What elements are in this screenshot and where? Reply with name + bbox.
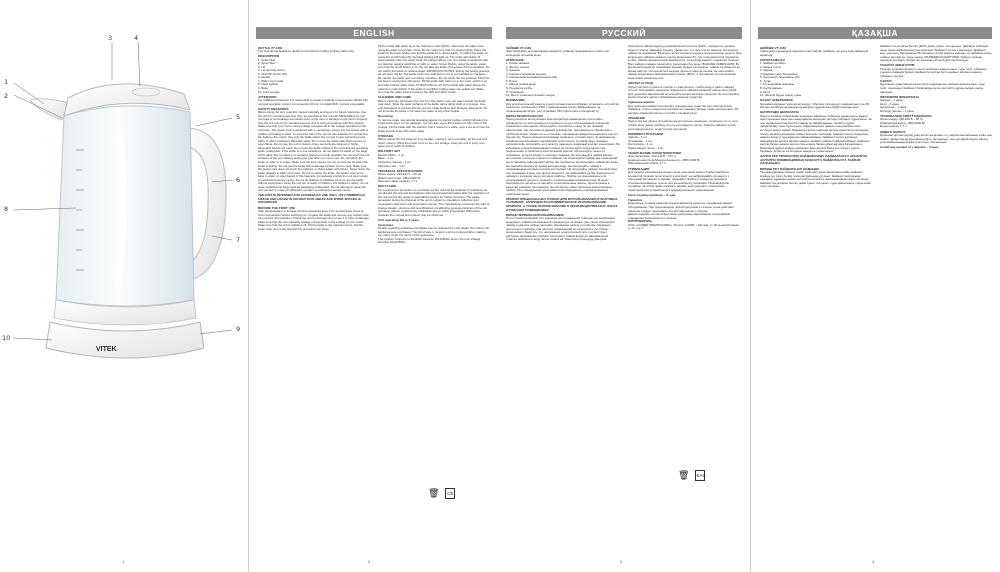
russian-delivery-item: Гарантийный талон – 1 шт. — [628, 145, 665, 150]
english-recycling-heading: RECYCLING — [378, 184, 397, 189]
kazakh-delivery-item: Негіз – 1 дана — [880, 101, 899, 106]
callout-8: 8 — [4, 205, 9, 213]
kazakh-desc-item: 3. Қақпақ — [760, 68, 773, 73]
russian-before-heading: ПЕРЕД ПЕРВЫМ ИСПОЛЬЗОВАНИЕМ — [506, 212, 564, 217]
english-spec-item: Maximum water capacity: 1.7 L — [378, 179, 418, 184]
english-delivery-item: Instruction manual – 1 pc. — [378, 159, 412, 164]
kazakh-desc-item: 5. Қосу/өшіру батырмасы (0/I) — [760, 75, 800, 80]
kazakh-storage-heading: САҚТАУ — [880, 78, 893, 83]
english-desc-item: 4. Lid opening button — [258, 68, 286, 73]
callout-3: 3 — [108, 34, 113, 42]
english-delivery-item: Base – 1 pc. — [378, 156, 395, 161]
kazakh-recycling-heading: КӘДЕГЕ ЖАРАТУ — [880, 129, 906, 134]
russian-spec-item: Электропитание: 220-240 В ~ 50 Гц — [628, 154, 676, 159]
english-desc-item: 1. Kettle flask — [258, 57, 276, 62]
page-english-russian — [248, 0, 750, 572]
english-delivery-heading: DELIVERY SET — [378, 149, 401, 154]
kazakh-title: ШӘЙНЕК VT-1181 — [760, 45, 787, 50]
brand-logo: VITEK — [96, 346, 117, 353]
kazakh-recycling-text: Қоршаған ортаны қорғау үшін аспаптың қызмет ету мерзімі аяқталғаннан кейін оны кәдімгі тұрмыстық қалдықтармен бірге тастамаңыз, оны әрі қарай кәдеге жарату үшін мамандандырылған пункттерге тапсырыңыз. — [880, 133, 992, 145]
russian-guarantee-heading: Гарантия — [628, 197, 643, 202]
callout-6: 6 — [236, 176, 241, 184]
russian-recycling-heading: УТИЛИЗАЦИЯ — [628, 166, 650, 171]
page-number-1: 1 — [122, 559, 125, 564]
russian-desc-item: 9. Основание — [506, 89, 525, 94]
english-spec-heading: TECHNICAL SPECIFICATIONS — [378, 168, 423, 173]
english-desc-item: 3. Lid — [258, 64, 266, 69]
russian-delivery-item: Инструкция – 1 шт. — [628, 142, 654, 147]
english-attention-text: For additional protection it is reasonable to install a residual current device (RCD) with nominal operation current not exceeding 30 mA; to install RCD, contact a specialist. — [258, 98, 368, 106]
kazakh-desc-item: 7. Су деңгейінің шкаласы — [760, 82, 795, 87]
russian-spec-heading: ТЕХНИЧЕСКИЕ ХАРАКТЕРИСТИКИ — [628, 150, 681, 155]
ce-mark-icon: CE — [445, 488, 455, 499]
russian-spec-item: Номинальная потребляемая мощность: 1850-2200 Вт — [628, 157, 701, 162]
russian-desc-item: 6. Ручка — [506, 78, 518, 83]
english-delivery-item: Electric kettle – 1 pc. — [378, 152, 405, 157]
recycle-bin-icon: 🗑 — [678, 470, 690, 480]
russian-cleaning-text: Перед чисткой отключите прибор от электросети, слейте воду и дайте чайнику остыть. Протирайте наружную поверхность чайника влажной тканью или губкой. Для удаления загрязнений используйте мягкие моющие средства. Не используйте металлические щётки и абразивные моющие средства. — [628, 84, 740, 100]
english-descaling-heading: Descaling — [378, 114, 393, 119]
russian-spec-item: Максимальный объём: 1,7 л — [628, 161, 666, 166]
russian-intro: Электроприбор для нагревания жидкости (чайник) предназначен только для кипячения питьевой воды. — [506, 49, 609, 57]
english-certification-icons — [428, 488, 455, 499]
english-operating-life: Unit operating life is 3 years — [378, 217, 420, 222]
kazakh-delivery-item: Кепілдік талоны – 1 дана — [880, 108, 914, 113]
russian-attention-text: Для дополнительной защиты в цепи питания целесообразно установить устройство защитного отключения (УЗО) с номинальным током срабатывания, не превышающим 30 мА; для установки УЗО обратитесь к специалисту. — [506, 101, 620, 113]
english-attention-heading: ATTENTION! — [258, 94, 277, 99]
english-guarantee-text: Details regarding guarantee conditions can be obtained from the dealer from whom the appliance was purchased. The bill of sale or receipt must be produced when making any claim under the terms of this guarantee. — [378, 226, 490, 238]
english-intro: The heat tinting appliance (kettle) is intended for boiling drinking water only. — [258, 49, 355, 54]
english-storage-heading: STORAGE — [378, 133, 394, 138]
kazakh-operating-life: Аспаптың қызмет ету мерзімі – 3 жыл — [880, 145, 939, 150]
english-desc-item: 7. Water level scale — [258, 78, 284, 83]
russian-desc-item: 5. Кнопка включения/выключения (0/I) — [506, 75, 558, 80]
english-guarantee-heading: Guarantee — [378, 222, 394, 227]
russian-storage-text: Перед тем как убрать устройство на длительное хранение, отключите его от сети, слейте воду, дайте прибору остыть и проведите чистку. Храните чайник в сухом прохладном месте, недоступном для детей. — [628, 119, 739, 131]
english-description-heading: DESCRIPTION — [258, 54, 280, 59]
kazakh-spec-item: Қоректендіру: 220-240 В ~ 50 Гц — [880, 117, 924, 122]
callout-5: 5 — [236, 113, 241, 121]
english-column-2 — [378, 45, 490, 545]
kazakh-household-warning: АСПАП ТЕК ТҰРМЫСТЫҚ ЖАҒДАЙЛАРДА ПАЙДАЛАНУҒА АРНАЛҒАН. АСПАПТЫ КОММЕРЦИЯЛЫҚ МАҚСАТТА ПАЙДАЛАНУҒА ТЫЙЫМ САЛЫНАДЫ. — [760, 154, 869, 166]
russian-desc-item: 1. Колба чайника — [506, 61, 530, 66]
kazakh-desc-item: 4. Қақпақты ашу батырмасы — [760, 71, 798, 76]
russian-delivery-item: Чайник – 1 шт. — [628, 135, 648, 140]
kazakh-storage-text: Құрылғыны ұзақ сақтауға алып қояр алдында оны желіден ажыратыңыз, суды төгіп, тазалаңыз. Шәйнекті балалардың қолы жетпейтін құрғақ салқын жерде сақтаңыз. — [880, 82, 985, 94]
english-recycling-text: For environment protection do not throw out the unit and the batteries (if included), do not discard the unit and the batteries with usual household waste after the expiration of the unit service life, apply to specialized centers for further recycling. The waste generated during the disposal of the unit is subject to mandatory collection and consequent disposal in the prescribed manner. The manufacturer preserves the right to change design, structure and specifications not affecting general principles of the unit operation without a preliminary notification due to which insignificant differences between the manual and product may be observed. — [378, 187, 490, 217]
page-number-3: 3 — [620, 559, 623, 564]
kazakh-desc-item: 1. Шәйнек колбасы — [760, 61, 786, 66]
russian-safety-text: Перед началом эксплуатации электроприбора внимательно прочитайте руководство по эксплуатации и сохраните его для использования в качестве справочного материала. Используйте устройство только по его прямому назначению, как изложено в данном руководстве. Неправильное обращение с прибором может привести к его поломке, причинению вреда пользователю или его имуществу. Перед первым включением проверьте, соответствует ли напряжение, указанное на основании, напряжению электросети. Сетевой шнур оснащён «евровилкой»; включайте её в розетку, имеющую надёжный контакт заземления. Во избежание риска возникновения пожара не используйте переходники при подключении устройства к электрической розетке. Используйте только то основание, которое входит в комплект чайника. Не используйте чайник вблизи источников тепла или открытого пламени. Не используйте прибор вне помещений. Не оставляйте работающий прибор без присмотра. Не включайте чайник без воды. Не снимайте крышку во время кипения воды. Не используйте чайник с повреждённым сетевым шнуром или вилкой. Не погружайте чайник, сетевой шнур или основание в воду или другие жидкости. Не разрешайте детям прикасаться к чайнику и сетевому шнуру во время работы. Прибор не предназначен для использования детьми и людьми с ограниченными возможностями. В целях безопасности детей не оставляйте полиэтиленовые пакеты, используемые в качестве упаковки, без надзора. Не пытайтесь самостоятельно ремонтировать прибор. При обнаружении неисправностей обращайтесь в авторизованный сервисный центр. — [506, 117, 620, 196]
kazakh-column-1 — [760, 45, 872, 545]
kazakh-intro: Сұйықтықты қыздыруға арналған электраспап (шәйнек) тек ауыз суды қайнатуға арналған. — [760, 49, 869, 57]
kettle-illustration — [0, 0, 248, 572]
kazakh-operation-text: Шәйнекті ең жоғарғы белгіге (MAX) дейін сумен толтырыңыз. Қақпақты жабыңыз, оның тығыз жабылғанына көз жеткізіңіз. Шәйнекті негізге орнатыңыз. Шәйнекті қосу үшін қосу батырмасын (5) басыңыз, колба жарығы жанады. Су қайнаған кезде шәйнек автоматты түрде сөнеді. МАҢЫЗДЫ ЕСКЕРТУЛЕР: Қайнату кезінде қақпақты ашпаңыз. Шүмектен шығатын ыстық будан сақ болыңыз. — [880, 45, 992, 63]
english-household-warning: THE UNIT IS INTENDED FOR HOUSEHOLD USE ONLY. ITS COMMERCIAL USAGE AND USAGE IN PRODUCTION AREAS AND WORK SPACES IS PROHIBITED. — [258, 193, 366, 205]
russian-description-heading: ОПИСАНИЕ — [506, 57, 524, 62]
russian-storage-heading: ХРАНЕНИЕ — [628, 115, 645, 120]
russian-operation-text: Наполните чайник водой до максимальной отметки (MAX), определите уровень воды по шкале. Закройте крышку, убедитесь, что она плотно закрыта. Установите чайник на основание. Включите вилку сетевого шнура в электрическую розетку. Для включения чайника нажмите кнопку включения (5), при этом включится подсветка колбы. Чайник автоматически выключится, когда вода закипит, подсветка погаснет. Ваш чайник оснащён защитой от включения без воды. ВАЖНЫЕ ЗАМЕЧАНИЯ: Во время кипячения не открывайте крышку. Будьте осторожны, чайник нагревается во время работы. Остерегайтесь выхода горячего пара из носика. Не наполняйте чайник водой выше максимальной отметки (MAX), в противном случае кипящая вода может выплеснуться. — [628, 45, 742, 80]
english-spec-item: Rated input power: 1850-2200 W — [378, 175, 421, 180]
english-safety-text: Before using the unit, read this manual carefully and keep it for future reference. Use the unit for intended purposes only, as specified in this manual. Mishandling the unit can lead to its breakage and cause harm to the user or damage to the user's property. Use the unit only for its intended purpose and in strict accordance with this manual. Make sure that your home mains voltage corresponds to the voltage specified on the unit base. The power cord is equipped with a «europlug»; plug it into the socket with a reliable grounding contact. To avoid the risk of fire, do not use adapters for connecting the kettle to the mains. Use only the kettle stand. Do not use it near swimming pools, baths or other containers filled with water. Do not use the kettle near heat sources or open flame. Do not use the unit in places where aerosols are sprayed or highly flammable liquids are used. Do not use the kettle outdoors. Do not leave the operating kettle unattended. If the kettle is in use elsewhere, do not place the kettle on the edge of the table. Do not place it on surfaces that are not heat resistant. Do not touch the hot surfaces of the unit. Always unplug the unit when it is not in use. Do not switch the kettle on when it is empty. Make sure the lid is closed. Do not remove the lid when the water is boiling. Do not use the kettle with a damaged power cord or plug. Make sure the power cord does not touch hot surfaces or sharp edges of furniture. Never leave the kettle plugged in when not in use. Do not immerse the kettle, the power cord or the base in water or other liquids. If this happens, immediately unplug the unit and contact an authorized service center. Do not let children or disabled persons use the kettle without supervision. Keep the unit out of reach of children. For children's safety, do not leave polyethylene bags used as packaging unattended. Do not attempt to repair the unit yourself. In case of malfunction contact an authorized service center. — [258, 110, 370, 193]
kazakh-desc-item: 9. Негіз — [760, 89, 770, 94]
kazakh-delivery-item: Шәйнек – 1 дана — [880, 98, 903, 103]
russian-household-warning: ПРИБОР ПРЕДНАЗНАЧЕН ТОЛЬКО ДЛЯ ИСПОЛЬЗОВАНИЯ В БЫТОВЫХ УСЛОВИЯХ. ЗАПРЕЩАЕТСЯ КОММЕРЧЕСКОЕ ИСПОЛЬЗОВАНИЕ ПРИБОРА, А ТАКЖЕ ИСПОЛЬЗОВАНИЕ В ПРОИЗВОДСТВЕННЫХ ЗОНАХ И РАБОЧИХ ПОМЕЩЕНИЯХ. — [506, 196, 618, 212]
english-descaling-text: To remove scale, use special descaling agents for electric kettles, strictly following the instructions given on the package. You can also use a 3% solution of citric acid or 9% vinegar. Fill the kettle with the solution, boil it, leave for a while, pour it out and rinse the kettle several times with clean water. — [378, 117, 490, 133]
russian-desc-item: 4. Кнопка открывания крышки — [506, 71, 547, 76]
english-desc-item: 5. ON/OFF button (0/I) — [258, 71, 287, 76]
russian-delivery-heading: КОМПЛЕКТ ПОСТАВКИ — [628, 131, 664, 136]
english-banner: ENGLISH — [256, 27, 492, 39]
russian-before-text: После транспортировки или хранения при пониженной температуре необходимо выдержать чайник при комнатной температуре не менее трёх часов. Распакуйте чайник и удалите любые наклейки, мешающие работе устройства. Проверьте целостность прибора, при наличии повреждений не пользуйтесь им. Перед включением убедитесь, что напряжение электрической сети соответствует рабочему напряжению прибора. Наполните чайник водой до максимальной отметки, вскипятите воду, затем слейте её. Повторите процедуру два раза. — [506, 216, 616, 242]
kazakh-description-heading: СИПАТТАМАСЫ — [760, 57, 785, 62]
russian-operating-life: Срок службы прибора – 3 года — [628, 192, 676, 197]
russian-descaling-heading: Удаление накипи — [628, 100, 655, 105]
kazakh-attention-heading: НАЗАР АУДАРЫҢЫЗ! — [760, 98, 794, 103]
english-spec-item: Power supply: 220-240 V ~ 50 Hz — [378, 172, 422, 177]
kazakh-spec-item: Ең көп көлемі: 1,7 л — [880, 124, 907, 129]
russian-banner: РУССКИЙ — [506, 27, 742, 39]
russian-ce-text: Данное изделие соответствует всем требуемым европейским и российским стандартам безопасности и гигиены. — [628, 212, 730, 220]
kettle-base — [46, 322, 204, 358]
callout-7: 7 — [236, 236, 241, 244]
english-safety-heading: SAFETY MEASURES — [258, 106, 289, 111]
english-before-text: After transportation or storage at low temperature keep it for at least three hours at room temperature before switching on. Unpack the kettle and remove any stickers that can prevent unit operation. Check the unit for damage; do not use it in case of damage. Make sure that the unit operating voltage corresponds to the voltage of your mains. Make sure that the unit is switched off. Fill the kettle to the maximum level, boil the water, then pour it out. Repeat this procedure two times. — [258, 209, 370, 231]
kazakh-before-text: Тасымалдағаннан немесе төмен температурада сақтағаннан кейін шәйнекті кемінде үш сағат бөлме температурасында ұстаңыз. Шәйнекті қаптамадан шығарып, жұмысқа кедергі келтіретін кез келген жапсырмаларды алып тастаңыз. Шәйнекті ең жоғарғы белгіге дейін сумен толтырып, суды қайнатыңыз, содан кейін төгіп тастаңыз. — [760, 170, 871, 189]
page-kazakh — [750, 0, 1000, 572]
page-number-2: 2 — [368, 559, 371, 564]
kazakh-attention-text: Қосымша қорғаныс үшін қоректендіру тізбегінде іске қосылу номиналдық тогы 30 мА-ден аспайтын қорғаныштық ажырату құрылғысын (ҚАҚ) орнатқан жөн. — [760, 101, 870, 110]
russian-desc-item: 2. Фильтр носика — [506, 64, 529, 69]
kazakh-spec-heading: ТЕХНИКАЛЫҚ СИПАТТАМАЛАРЫ — [880, 113, 932, 118]
kazakh-desc-item: 2. Шүмек сүзгісі — [760, 64, 781, 69]
callout-10: 10 — [2, 334, 11, 342]
page-number-4: 4 — [872, 559, 875, 564]
russian-safety-heading: МЕРЫ БЕЗОПАСНОСТИ — [506, 113, 543, 118]
page-illustration — [0, 0, 248, 572]
english-column-1 — [258, 45, 370, 545]
kazakh-safety-text: Электр аспабын пайдаланар алдында пайдалану бойынша нұсқаулықты мұқият оқып шығыңыз және оны анықтамалық материал ретінде сақтаңыз. Құрылғыны тек осы нұсқаулықта көрсетілген мақсатта пайдаланыңыз. Аспапты дұрыс пайдаланбау оның бұзылуына, пайдаланушыға немесе оның мүлкіне зиян келтіруге әкелуі мүмкін. Бірінші рет қосар алдында негізде көрсетілген кернеудің электр желісінің кернеуіне сәйкес келетінін тексеріңіз. Шәйнекті жылу көздерінің немесе ашық оттың жанында пайдаланбаңыз. Шәйнекті сусыз қоспаңыз. Зақымдалған желілік баумен немесе ашамен шәйнекті пайдаланбаңыз. Шәйнекті, желілік бауды немесе негізді суға немесе басқа сұйықтықтарға батырмаңыз. Балаларға жұмыс кезінде шәйнекке және желілік бауға қол тигізуге рұқсат бермеңіз. Аспапты өз бетіңізше жөндеуге тырыспаңыз. — [760, 113, 872, 154]
english-cleaning-heading: CLEANING AND CARE — [378, 95, 412, 100]
english-delivery-item: Warranty card – 1 pc. — [378, 163, 406, 168]
english-desc-item: 2. Spout filter — [258, 61, 276, 66]
kazakh-column-2 — [880, 45, 992, 545]
english-before-heading: BEFORE THE FIRST USE — [258, 205, 295, 210]
kazakh-cleaning-heading: ТАЗАЛАУ ЖӘНЕ КҮТІМ — [880, 63, 915, 68]
russian-column-1 — [506, 45, 620, 545]
russian-desc-item: 8. Подсветка колбы — [506, 86, 533, 91]
russian-desc-item: 7. Шкала уровня воды — [506, 82, 536, 87]
kazakh-desc-item: 6. Тұтқа — [760, 78, 771, 83]
kazakh-before-heading: БІРІНШІ РЕТ ПАЙДАЛАНАР АЛДЫНДА — [760, 166, 820, 171]
russian-desc-item: 3. Крышка — [506, 68, 520, 73]
english-desc-item: 10. Cord storage — [258, 89, 280, 94]
english-desc-item: 8. Flask lighting — [258, 82, 279, 87]
russian-title: ЧАЙНИК VT-1181 — [506, 45, 532, 50]
russian-manufacturer-text: ООО «ГОЛДЕР ЭЛЕКТРОНИКС», Россия, 119180, г. Москва, ул. Большая Полянка, д. 41, стр. 1 — [628, 222, 740, 231]
russian-attention-heading: ВНИМАНИЕ! — [506, 98, 526, 103]
english-ce-text: This product conforms to the EMC Directive 2014/30/EU and to the Low Voltage Directive 2014/35/EU. — [378, 236, 481, 245]
russian-descaling-text: Для удаления накипи используйте специальные средства для электрических чайников, строго следуя инструкциям на упаковке. Можно также использовать 3% раствор лимонной кислоты или 9% столовый уксус. — [628, 103, 739, 115]
russian-cleaning-heading: ЧИСТКА И УХОД — [628, 80, 653, 85]
callout-2: 2 — [4, 92, 9, 100]
kazakh-cleaning-text: Тазалау алдында аспапты электр желісінен ажыратыңыз, суды төгіп, шәйнекке суынуға мүмкіндік беріңіз. Шәйнектің сыртқы бетін дымқыл матамен немесе губкамен сүртіңіз. — [880, 66, 987, 78]
russian-manufacturer-heading: ИЗГОТОВИТЕЛЬ: — [628, 219, 653, 224]
callout-1: 1 — [4, 78, 9, 86]
kazakh-desc-item: 8. Колба жарығы — [760, 86, 783, 91]
callout-9: 9 — [236, 325, 241, 333]
eac-mark-icon: EAC — [695, 470, 705, 481]
kazakh-banner: ҚАЗАҚША — [758, 27, 992, 39]
russian-delivery-item: Основание – 1 шт. — [628, 138, 653, 143]
kazakh-desc-item: 10. Желілік бауды сақтау орны — [760, 93, 802, 98]
english-title: KETTLE VT-1181 — [258, 45, 283, 50]
recycle-bin-icon: 🗑 — [428, 488, 440, 498]
kazakh-delivery-item: Нұсқаулық – 1 дана — [880, 105, 907, 110]
kazakh-delivery-heading: ЖЕТКІЗІЛІМ ЖИЫНТЫҒЫ — [880, 94, 919, 99]
russian-desc-item: 10. Место хранения сетевого шнура — [506, 93, 555, 98]
english-desc-item: 6. Handle — [258, 75, 271, 80]
english-cleaning-text: Before cleaning, disconnect the unit from the mains, pour out water and let the kettle cool down. Wipe the outer surfaces of the kettle with a damp cloth or a sponge. Use soft detergents to remove dirt. Do not use metal brushes and abrasive detergents. Do not immerse the kettle or its base into water or any other liquids. — [378, 98, 488, 114]
callout-4: 4 — [134, 34, 139, 42]
kazakh-spec-item: Номиналдық қуаты: 1850-2200 Вт — [880, 120, 926, 125]
english-desc-item: 9. Base — [258, 86, 268, 91]
russian-certification-icons — [678, 470, 705, 481]
russian-guarantee-text: Подробные условия гарантии предоставляются дилером, продавшим данное оборудование. При предъявлении любой претензии в течение срока действия гарантии следует предъявить чек или квитанцию о покупке. — [628, 201, 734, 213]
english-operation-text: Fill the kettle with water up to the maximum mark (MAX); determine the water level using the water level scale. Close the lid; make sure that it is closed tightly. Place the kettle on the base. Make sure that the kettle lid is closed tightly. To switch the kettle on, press the on/off button (5), the flask lighting will light up. The kettle will switch off automatically when the water boils, the lighting will go out. Your kettle is equipped with a protection against switching on with no water. Notes: Before using the kettle, make sure that the on/off button is on. Do not take the kettle off the base during operation. Do not switch the kettle on without water. IMPORTANT NOTES: During the boiling process, do not open the lid. The kettle cannot be switched on if it is not installed on the base. Be careful, the kettle gets hot during operation. Do not touch the hot surfaces. Mind the hot steam coming from the spout. Fill the kettle with water up to the mark, switch it on, and wait until the water boils. ATTENTION! Do not fill the kettle with water above the maximum mark (MAX). If the kettle is overfilled, boiling water can splash out. Make sure that the water level is between the MIN and MAX marks. — [378, 45, 490, 95]
kazakh-safety-heading: ҚАУІПСІЗДІК ШАРАЛАРЫ — [760, 110, 799, 115]
russian-recycling-text: Для защиты окружающей среды после окончания срока службы прибора и элементов питания (если входят в комплект) не выбрасывайте их вместе с обычными бытовыми отходами, передайте прибор и элементы питания в специализированные пункты для дальнейшей утилизации. Производитель оставляет за собой право изменять дизайн, конструкцию и технические характеристики устройства без предварительного уведомления. — [628, 170, 730, 192]
english-storage-text: Before taking the unit away for long storage, unplug it, pour out water, let the unit cool down, clean it. Wind the power cord on the cord storage. Keep the unit in a dry cool place out of reach of children. — [378, 137, 488, 149]
